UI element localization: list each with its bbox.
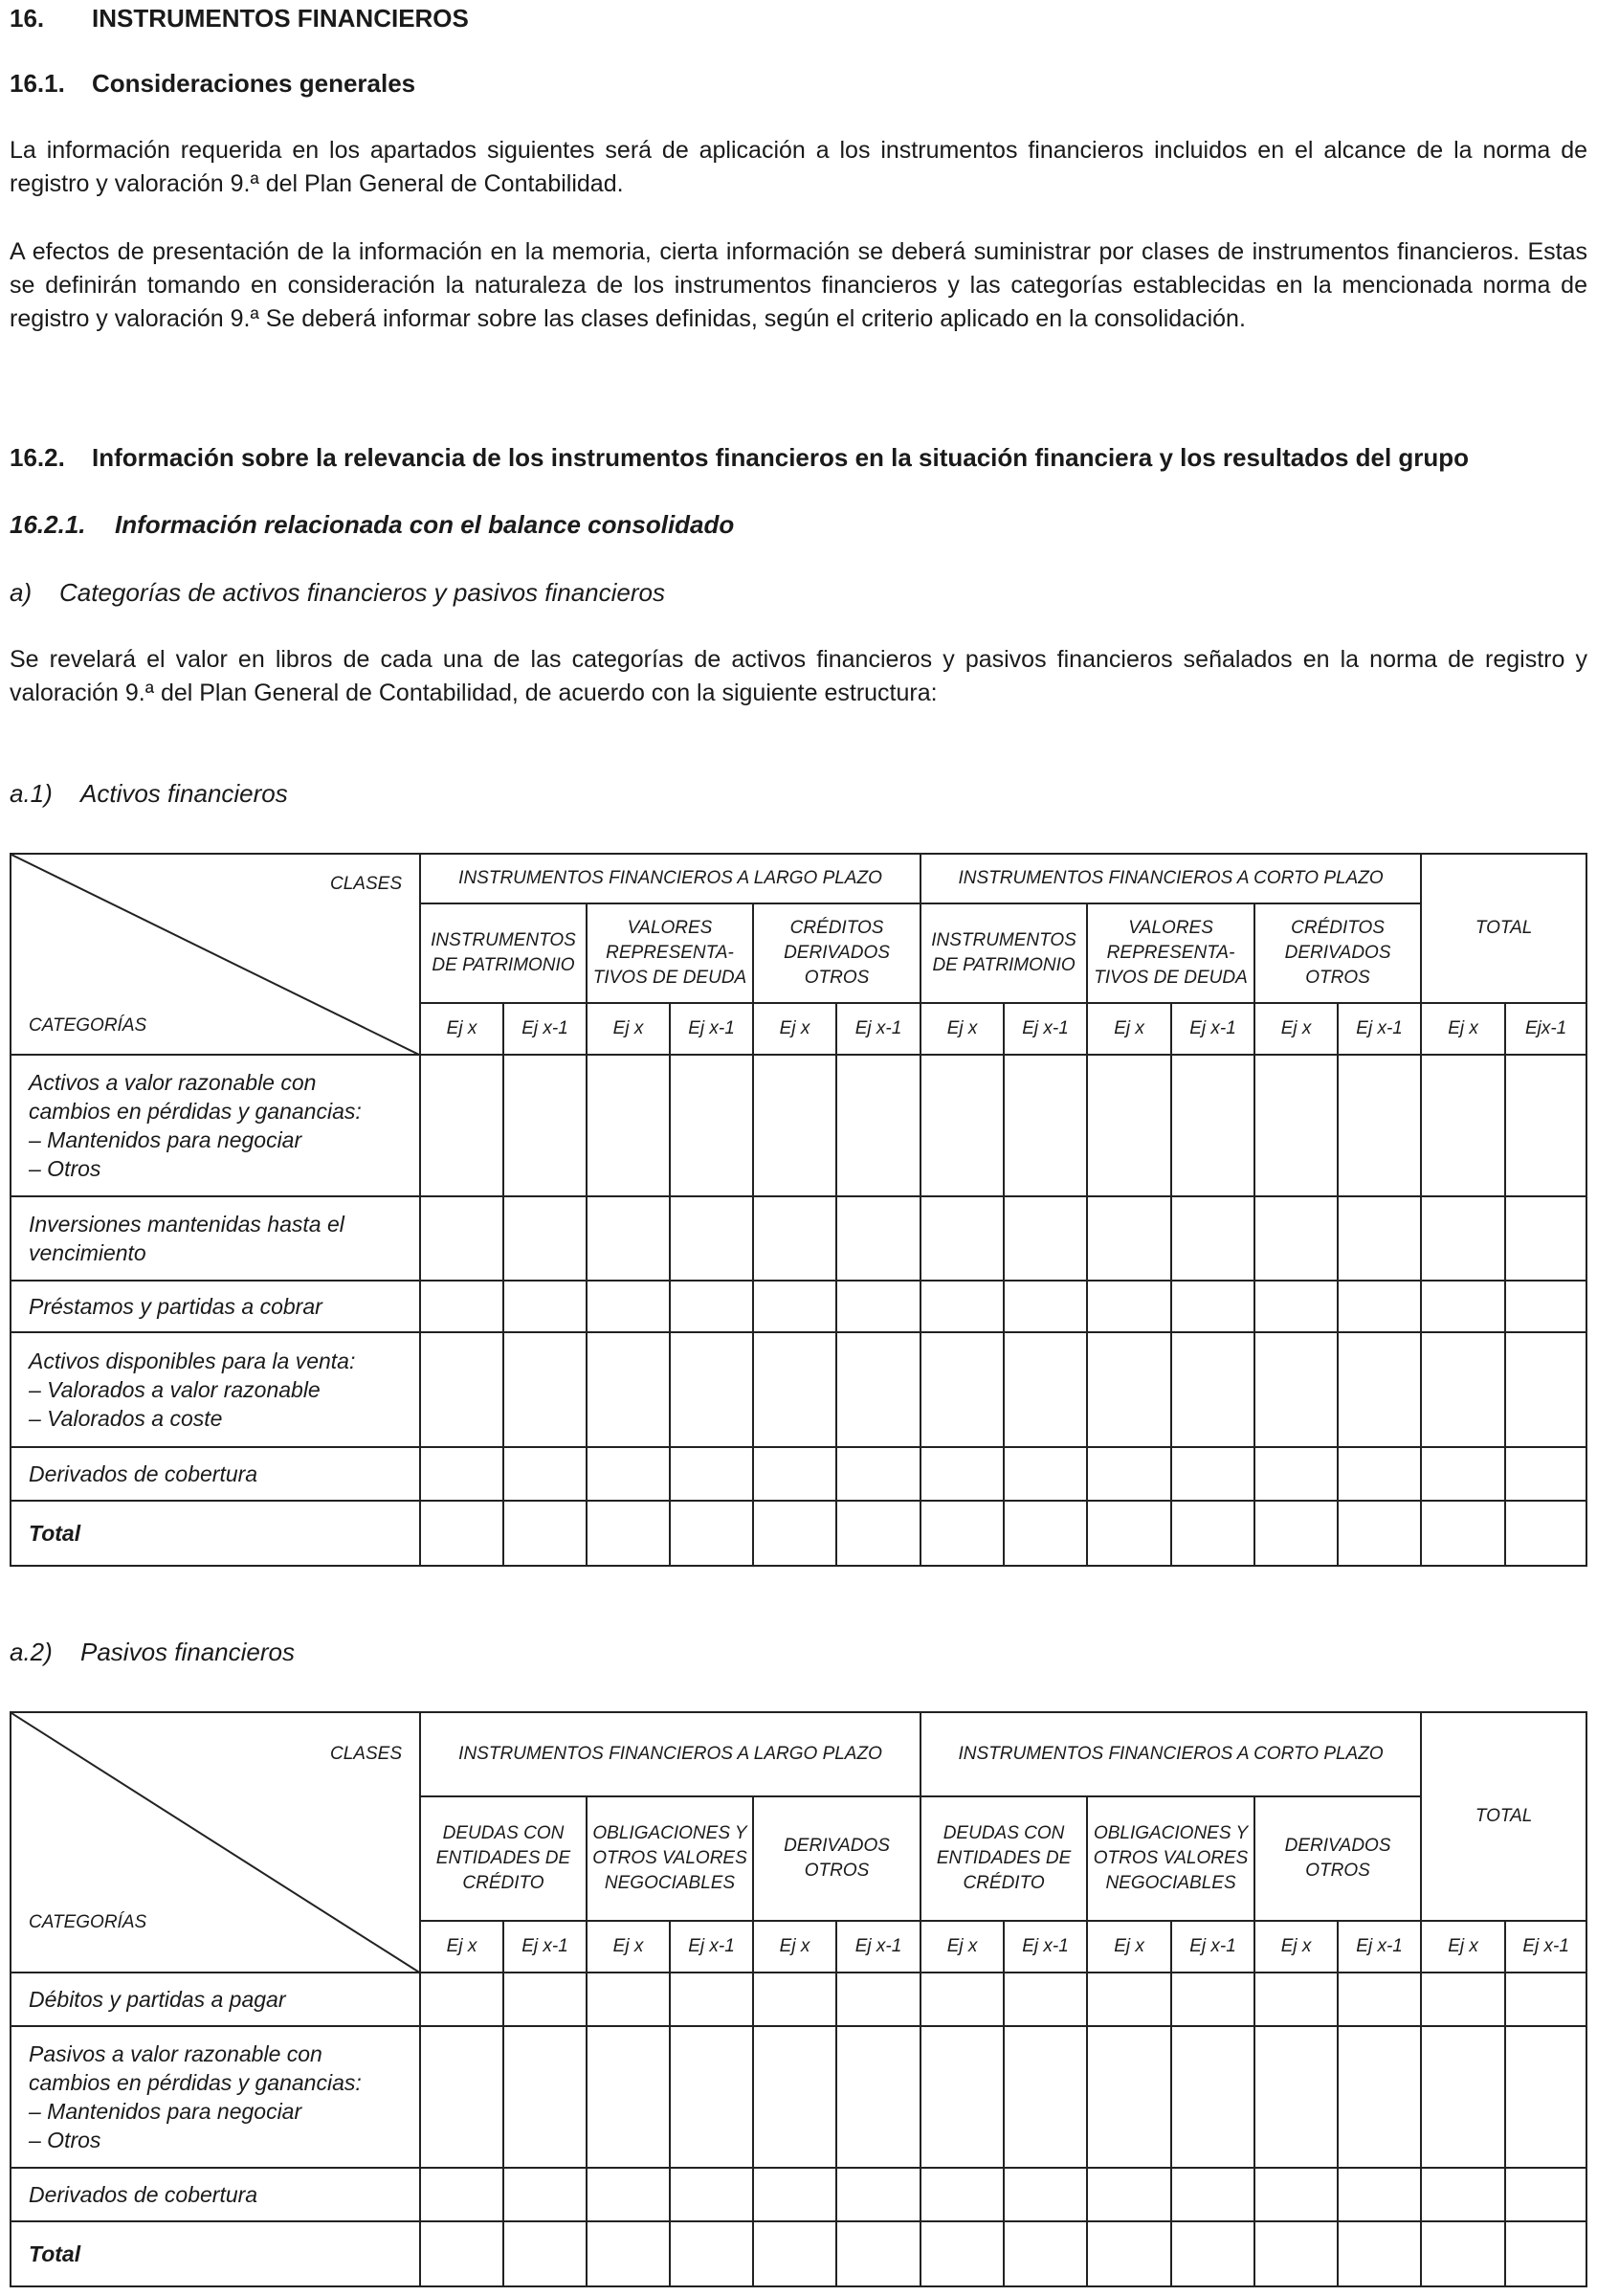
- value-cell: [1338, 1332, 1421, 1447]
- value-cell: [503, 1501, 587, 1566]
- value-cell: [670, 2168, 753, 2221]
- table-row: [11, 1973, 1586, 2026]
- value-cell: [753, 1196, 836, 1281]
- value-cell: [503, 2221, 587, 2286]
- value-cell: [1004, 1501, 1087, 1566]
- year-header: Ej x: [587, 1921, 670, 1973]
- value-cell: [1171, 1196, 1254, 1281]
- value-cell: [587, 1973, 670, 2026]
- value-cell: [1171, 2221, 1254, 2286]
- value-cell: [1087, 1281, 1171, 1332]
- value-cell: [920, 1332, 1004, 1447]
- value-cell: [1421, 1281, 1505, 1332]
- subheader-class: DERIVADOS OTROS: [753, 1796, 920, 1921]
- table-row: [11, 1055, 1586, 1196]
- subheader-class: VALORES REPRESENTA- TIVOS DE DEUDA: [1087, 903, 1254, 1003]
- subsection-heading-16-2-1: 16.2.1. Información relacionada con el balance consolidado: [10, 510, 735, 539]
- value-cell: [420, 2221, 503, 2286]
- table-row: [11, 1447, 1586, 1501]
- year-header: Ej x: [587, 1003, 670, 1055]
- year-header: Ej x: [753, 1921, 836, 1973]
- table-row: [11, 1501, 1586, 1566]
- value-cell: [503, 2168, 587, 2221]
- value-cell: [1338, 2026, 1421, 2168]
- value-cell: [836, 1332, 920, 1447]
- value-cell: [1505, 1196, 1586, 1281]
- value-cell: [1004, 2168, 1087, 2221]
- category-label: [11, 1501, 420, 1566]
- category-label-line: Pasivos a valor razonable con: [29, 2041, 322, 2066]
- value-cell: [1421, 1332, 1505, 1447]
- value-cell: [503, 1332, 587, 1447]
- category-label-line: – Mantenidos para negociar: [29, 2099, 302, 2124]
- value-cell: [1087, 1332, 1171, 1447]
- year-header: Ej x: [1087, 1003, 1171, 1055]
- value-cell: [1004, 1281, 1087, 1332]
- value-cell: [1338, 1281, 1421, 1332]
- category-label-line: – Valorados a coste: [29, 1406, 223, 1431]
- value-cell: [670, 1055, 753, 1196]
- year-header: Ej x-1: [836, 1921, 920, 1973]
- year-header: Ej x-1: [503, 1003, 587, 1055]
- value-cell: [1505, 2168, 1586, 2221]
- category-label-line: – Otros: [29, 1156, 101, 1181]
- value-cell: [1004, 2221, 1087, 2286]
- subheader-class: VALORES REPRESENTA- TIVOS DE DEUDA: [587, 903, 753, 1003]
- value-cell: [420, 2026, 503, 2168]
- value-cell: [920, 1055, 1004, 1196]
- category-label-line: vencimiento: [29, 1240, 146, 1265]
- category-label-line: Préstamos y partidas a cobrar: [29, 1294, 322, 1319]
- value-cell: [587, 1447, 670, 1501]
- value-cell: [920, 1447, 1004, 1501]
- category-label: [11, 1281, 420, 1332]
- value-cell: [587, 1332, 670, 1447]
- table-corner-cell: [11, 1712, 420, 1973]
- table-row: [11, 1281, 1586, 1332]
- value-cell: [1254, 1447, 1338, 1501]
- value-cell: [1254, 1973, 1338, 2026]
- value-cell: [503, 1973, 587, 2026]
- year-header: Ej x: [920, 1003, 1004, 1055]
- value-cell: [420, 1447, 503, 1501]
- value-cell: [1421, 2026, 1505, 2168]
- value-cell: [1004, 1332, 1087, 1447]
- value-cell: [1004, 1055, 1087, 1196]
- year-header: Ej x-1: [1004, 1921, 1087, 1973]
- value-cell: [1421, 1196, 1505, 1281]
- value-cell: [1421, 2168, 1505, 2221]
- value-cell: [1087, 2221, 1171, 2286]
- year-header: Ej x-1: [503, 1921, 587, 1973]
- category-label: [11, 1332, 420, 1447]
- categorias-label: CATEGORÍAS: [29, 1015, 147, 1036]
- value-cell: [1254, 2221, 1338, 2286]
- paragraph-structure: Se revelará el valor en libros de cada una de las categorías de activos financieros y pasivos financieros señalados en la norma de registro y valoración 9.ª del Plan General de Contabilidad, de acuerdo con la siguiente estructura:: [10, 646, 1587, 706]
- value-cell: [503, 1447, 587, 1501]
- category-label: [11, 2168, 420, 2221]
- value-cell: [753, 1501, 836, 1566]
- year-header: Ej x: [1421, 1921, 1505, 1973]
- value-cell: [1171, 1332, 1254, 1447]
- value-cell: [920, 1501, 1004, 1566]
- value-cell: [1254, 1281, 1338, 1332]
- header-corto-plazo: INSTRUMENTOS FINANCIEROS A CORTO PLAZO: [920, 854, 1421, 903]
- subheader-class: INSTRUMENTOS DE PATRIMONIO: [920, 903, 1087, 1003]
- clases-label: CLASES: [330, 874, 402, 894]
- year-header: Ej x: [420, 1921, 503, 1973]
- value-cell: [1004, 1973, 1087, 2026]
- value-cell: [587, 2026, 670, 2168]
- value-cell: [1254, 1055, 1338, 1196]
- value-cell: [503, 1055, 587, 1196]
- year-header: Ej x-1: [1338, 1921, 1421, 1973]
- header-total: TOTAL: [1421, 1712, 1586, 1921]
- value-cell: [753, 2026, 836, 2168]
- value-cell: [836, 1501, 920, 1566]
- value-cell: [836, 1196, 920, 1281]
- category-label: [11, 2026, 420, 2168]
- value-cell: [1338, 1055, 1421, 1196]
- value-cell: [670, 1281, 753, 1332]
- value-cell: [920, 2168, 1004, 2221]
- category-label-line: Débitos y partidas a pagar: [29, 1987, 286, 2012]
- value-cell: [1505, 1447, 1586, 1501]
- subheader-class: OBLIGACIONES Y OTROS VALORES NEGOCIABLES: [587, 1796, 753, 1921]
- value-cell: [503, 1196, 587, 1281]
- value-cell: [1087, 1447, 1171, 1501]
- category-label-line: cambios en pérdidas y ganancias:: [29, 2070, 362, 2095]
- category-label-line: – Valorados a valor razonable: [29, 1377, 321, 1402]
- value-cell: [1254, 1196, 1338, 1281]
- value-cell: [670, 1196, 753, 1281]
- value-cell: [1421, 1447, 1505, 1501]
- value-cell: [670, 1447, 753, 1501]
- value-cell: [670, 1332, 753, 1447]
- value-cell: [1087, 2026, 1171, 2168]
- value-cell: [753, 1332, 836, 1447]
- value-cell: [1087, 1973, 1171, 2026]
- value-cell: [420, 2168, 503, 2221]
- value-cell: [1421, 1501, 1505, 1566]
- category-label-line: Inversiones mantenidas hasta el: [29, 1212, 344, 1237]
- subheader-class: INSTRUMENTOS DE PATRIMONIO: [420, 903, 587, 1003]
- year-header: Ejx-1: [1505, 1003, 1586, 1055]
- subheader-class: CRÉDITOS DERIVADOS OTROS: [1254, 903, 1421, 1003]
- section-heading: 16. INSTRUMENTOS FINANCIEROS: [10, 4, 469, 33]
- category-label-line: cambios en pérdidas y ganancias:: [29, 1099, 362, 1124]
- value-cell: [1171, 1281, 1254, 1332]
- value-cell: [1171, 1447, 1254, 1501]
- category-label: [11, 1447, 420, 1501]
- value-cell: [670, 2221, 753, 2286]
- value-cell: [670, 1973, 753, 2026]
- header-largo-plazo: INSTRUMENTOS FINANCIEROS A LARGO PLAZO: [420, 854, 920, 903]
- category-label-line: Activos a valor razonable con: [29, 1070, 317, 1095]
- value-cell: [587, 2168, 670, 2221]
- value-cell: [1338, 1447, 1421, 1501]
- category-label-line: Derivados de cobertura: [29, 2182, 258, 2207]
- value-cell: [1505, 1055, 1586, 1196]
- heading-a1: a.1) Activos financieros: [10, 779, 288, 808]
- value-cell: [920, 2221, 1004, 2286]
- category-label-line: Activos disponibles para la venta:: [29, 1349, 356, 1373]
- value-cell: [1421, 2221, 1505, 2286]
- value-cell: [420, 1973, 503, 2026]
- value-cell: [1171, 1973, 1254, 2026]
- year-header: Ej x: [420, 1003, 503, 1055]
- value-cell: [836, 2026, 920, 2168]
- subheader-class: DEUDAS CON ENTIDADES DE CRÉDITO: [920, 1796, 1087, 1921]
- year-header: Ej x-1: [1171, 1003, 1254, 1055]
- value-cell: [1171, 2026, 1254, 2168]
- value-cell: [836, 1281, 920, 1332]
- value-cell: [753, 1447, 836, 1501]
- value-cell: [1004, 1196, 1087, 1281]
- value-cell: [920, 1196, 1004, 1281]
- value-cell: [670, 2026, 753, 2168]
- subsection-heading-16-2: 16.2. Información sobre la relevancia de los instrumentos financieros en la situación financiera y los resultados del grupo: [10, 443, 1470, 472]
- value-cell: [1087, 1501, 1171, 1566]
- category-label-line: Total: [29, 2241, 81, 2266]
- value-cell: [753, 1281, 836, 1332]
- year-header: Ej x-1: [1004, 1003, 1087, 1055]
- year-header: Ej x-1: [1338, 1003, 1421, 1055]
- value-cell: [1254, 1332, 1338, 1447]
- year-header: Ej x: [1421, 1003, 1505, 1055]
- value-cell: [1087, 2168, 1171, 2221]
- value-cell: [670, 1501, 753, 1566]
- value-cell: [1254, 1501, 1338, 1566]
- subheader-class: DEUDAS CON ENTIDADES DE CRÉDITO: [420, 1796, 587, 1921]
- table-row: [11, 2026, 1586, 2168]
- year-header: Ej x-1: [836, 1003, 920, 1055]
- categorias-label: CATEGORÍAS: [29, 1912, 147, 1932]
- value-cell: [1421, 1055, 1505, 1196]
- value-cell: [1421, 1973, 1505, 2026]
- financial-liabilities-table: [10, 1711, 1587, 2287]
- value-cell: [1505, 2026, 1586, 2168]
- value-cell: [1338, 2221, 1421, 2286]
- year-header: Ej x: [920, 1921, 1004, 1973]
- value-cell: [420, 1332, 503, 1447]
- year-header: Ej x: [1087, 1921, 1171, 1973]
- value-cell: [1171, 2168, 1254, 2221]
- value-cell: [753, 1973, 836, 2026]
- value-cell: [1004, 2026, 1087, 2168]
- category-label: [11, 1196, 420, 1281]
- value-cell: [920, 1281, 1004, 1332]
- category-label-line: Derivados de cobertura: [29, 1461, 258, 1486]
- value-cell: [836, 2221, 920, 2286]
- year-header: Ej x-1: [1505, 1921, 1586, 1973]
- value-cell: [1087, 1196, 1171, 1281]
- table-row: [11, 1332, 1586, 1447]
- value-cell: [1338, 1501, 1421, 1566]
- value-cell: [587, 1055, 670, 1196]
- value-cell: [753, 2221, 836, 2286]
- value-cell: [753, 2168, 836, 2221]
- financial-assets-table: [10, 853, 1587, 1567]
- heading-a2: a.2) Pasivos financieros: [10, 1638, 295, 1666]
- value-cell: [836, 1973, 920, 2026]
- year-header: Ej x: [1254, 1921, 1338, 1973]
- value-cell: [587, 2221, 670, 2286]
- paragraph-classes: A efectos de presentación de la información en la memoria, cierta información se deberá suministrar por clases de instrumentos financieros. Estas se definirán tomando en consideración la naturaleza de los instrumentos financieros y las categorías establecidas en la mencionada norma de registro y valoración 9.ª Se deberá informar sobre las clases definidas, según el criterio aplicado en la consolidación.: [10, 238, 1587, 332]
- value-cell: [1087, 1055, 1171, 1196]
- value-cell: [503, 2026, 587, 2168]
- value-cell: [1505, 1973, 1586, 2026]
- table-row: [11, 2168, 1586, 2221]
- category-label-line: – Mantenidos para negociar: [29, 1127, 302, 1152]
- value-cell: [420, 1055, 503, 1196]
- value-cell: [587, 1501, 670, 1566]
- value-cell: [420, 1281, 503, 1332]
- value-cell: [1171, 1055, 1254, 1196]
- value-cell: [1505, 1281, 1586, 1332]
- value-cell: [836, 2168, 920, 2221]
- value-cell: [1254, 2168, 1338, 2221]
- value-cell: [1338, 1196, 1421, 1281]
- value-cell: [587, 1196, 670, 1281]
- value-cell: [1338, 1973, 1421, 2026]
- header-largo-plazo: INSTRUMENTOS FINANCIEROS A LARGO PLAZO: [420, 1712, 920, 1796]
- category-label: [11, 1055, 420, 1196]
- value-cell: [420, 1196, 503, 1281]
- subheader-class: OBLIGACIONES Y OTROS VALORES NEGOCIABLES: [1087, 1796, 1254, 1921]
- value-cell: [920, 2026, 1004, 2168]
- subheader-class: CRÉDITOS DERIVADOS OTROS: [753, 903, 920, 1003]
- paragraph-scope: La información requerida en los apartados siguientes será de aplicación a los instrumentos financieros incluidos en el alcance de la norma de registro y valoración 9.ª del Plan General de Contabilidad.: [10, 137, 1587, 197]
- table-row: [11, 2221, 1586, 2286]
- subsection-heading-16-1: 16.1. Consideraciones generales: [10, 69, 416, 98]
- value-cell: [503, 1281, 587, 1332]
- value-cell: [836, 1055, 920, 1196]
- value-cell: [1505, 1332, 1586, 1447]
- year-header: Ej x-1: [670, 1921, 753, 1973]
- value-cell: [836, 1447, 920, 1501]
- clases-label: CLASES: [330, 1744, 402, 1764]
- value-cell: [1505, 2221, 1586, 2286]
- value-cell: [587, 1281, 670, 1332]
- value-cell: [1254, 2026, 1338, 2168]
- value-cell: [1505, 1501, 1586, 1566]
- table-row: [11, 1196, 1586, 1281]
- value-cell: [1171, 1501, 1254, 1566]
- year-header: Ej x: [1254, 1003, 1338, 1055]
- header-corto-plazo: INSTRUMENTOS FINANCIEROS A CORTO PLAZO: [920, 1712, 1421, 1796]
- value-cell: [753, 1055, 836, 1196]
- value-cell: [1338, 2168, 1421, 2221]
- year-header: Ej x-1: [1171, 1921, 1254, 1973]
- subheader-class: DERIVADOS OTROS: [1254, 1796, 1421, 1921]
- value-cell: [920, 1973, 1004, 2026]
- category-label: [11, 2221, 420, 2286]
- category-label: [11, 1973, 420, 2026]
- table-corner-cell: [11, 854, 420, 1055]
- year-header: Ej x-1: [670, 1003, 753, 1055]
- value-cell: [1004, 1447, 1087, 1501]
- value-cell: [420, 1501, 503, 1566]
- heading-a: a) Categorías de activos financieros y pasivos financieros: [10, 578, 665, 607]
- header-total: TOTAL: [1421, 854, 1586, 1003]
- year-header: Ej x: [753, 1003, 836, 1055]
- category-label-line: – Otros: [29, 2128, 101, 2152]
- category-label-line: Total: [29, 1521, 81, 1546]
